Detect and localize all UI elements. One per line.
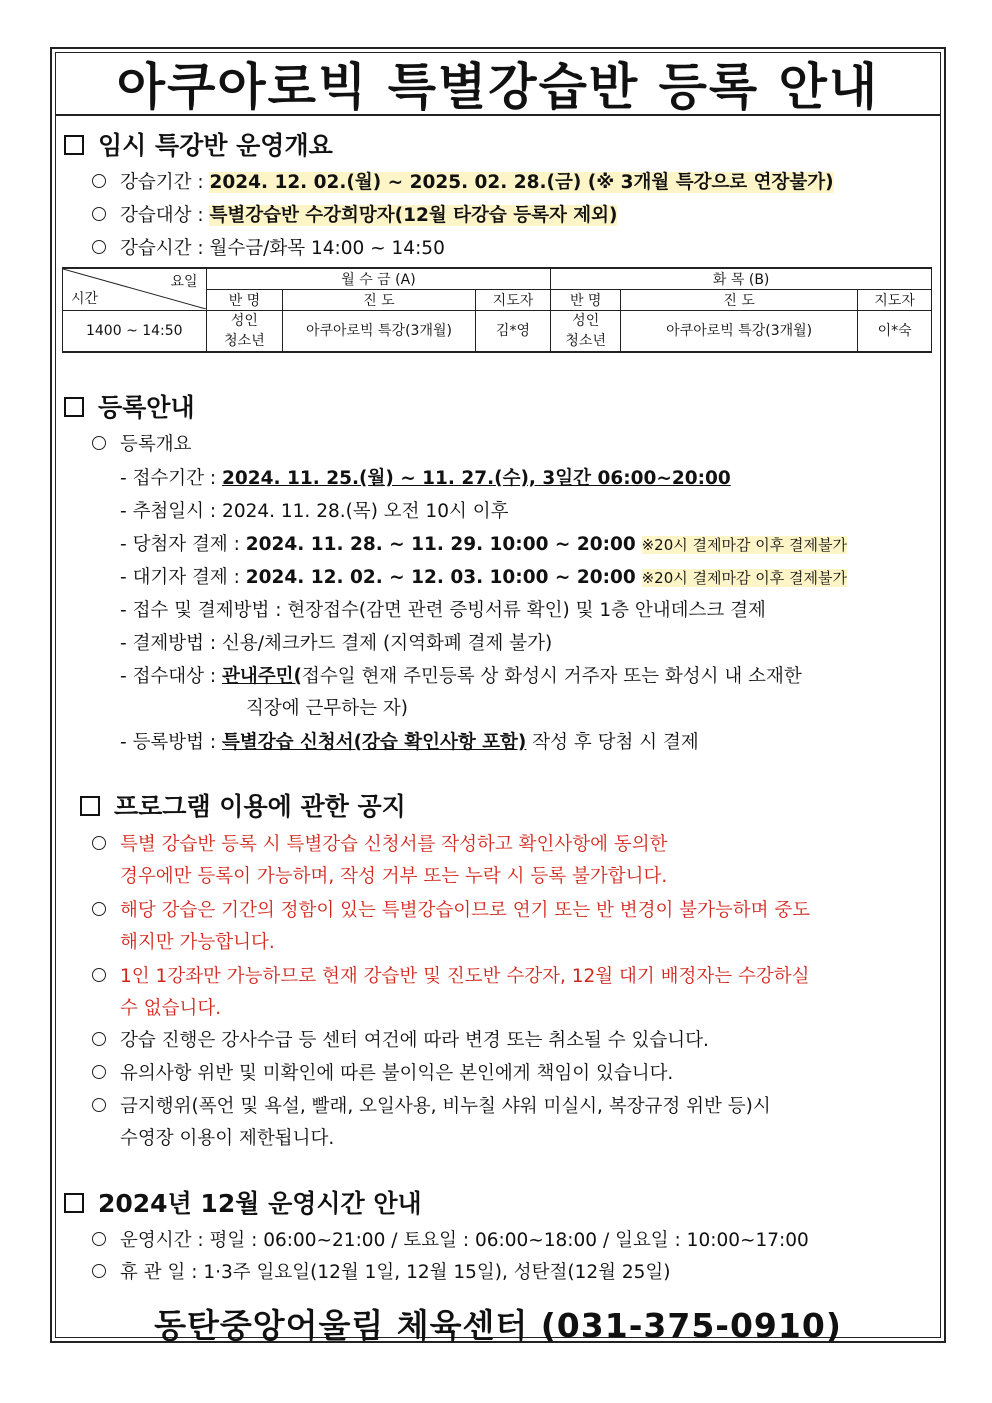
course-time: 강습시간 : 월수금/화목 14:00 ~ 14:50 [92,234,445,260]
a-class: 성인 청소년 [206,311,283,353]
row-time: 1400 ~ 14:50 [63,311,207,353]
notice-1-cont: 경우에만 등록이 가능하며, 작성 거부 또는 누락 시 등록 불가합니다. [120,866,668,887]
section2-heading: 등록안내 [64,388,195,424]
page-title: 아쿠아로빅 특별강습반 등록 안내 [116,58,880,116]
notice-6: 금지행위(폭언 및 욕설, 빨래, 오일사용, 비누칠 샤워 미실시, 복장규정 위반 등)시 [92,1092,771,1118]
reg-item-waitlist-payment: - 대기자 결제 : 2024. 12. 02. ~ 12. 03. 10:00 ~ 20:00 ※20시 결제마감 이후 결제불가 [120,567,847,588]
col-progress-a: 진 도 [283,290,475,311]
col-teacher-a: 지도자 [475,290,551,311]
circle-bullet-icon [92,836,106,850]
checkbox-square-icon [80,796,100,816]
notice-2: 해당 강습은 기간의 정함이 있는 특별강습이므로 연기 또는 반 변경이 불가능하며 중도 [92,896,810,922]
closed-days: 휴 관 일 : 1·3주 일요일(12월 1일, 12월 15일), 성탄절(12월 25일) [92,1258,671,1284]
checkbox-square-icon [64,135,84,155]
b-teacher: 이*숙 [858,311,932,353]
corner-day-label: 요일 [170,274,198,290]
corner-time-label: 시간 [71,291,99,307]
col-class-b: 반 명 [551,290,621,311]
schedule-table [62,267,932,353]
section3-heading: 프로그램 이용에 관한 공지 [80,787,406,823]
reg-item-payment-method: - 결제방법 : 신용/체크카드 결제 (지역화폐 결제 불가) [120,633,553,654]
b-progress: 아쿠아로빅 특강(3개월) [621,311,858,353]
notice-5: 유의사항 위반 및 미확인에 따른 불이익은 본인에게 책임이 있습니다. [92,1059,673,1085]
course-target: 강습대상 : 특별강습반 수강희망자(12월 타강습 등록자 제외) [92,201,617,227]
notice-3: 1인 1강좌만 가능하므로 현재 강습반 및 진도반 수강자, 12월 대기 배정자는 수강하실 [92,962,810,988]
a-teacher: 김*영 [475,311,551,353]
col-progress-b: 진 도 [621,290,858,311]
circle-bullet-icon [92,1032,106,1046]
operating-hours: 운영시간 : 평일 : 06:00~21:00 / 토요일 : 06:00~18:00 / 일요일 : 10:00~17:00 [92,1226,809,1252]
col-class-a: 반 명 [206,290,283,311]
reg-item-eligibility-cont: 직장에 근무하는 자) [246,698,408,719]
group-a-header: 월 수 금 (A) [206,268,551,290]
circle-bullet-icon [92,436,106,450]
table-corner-cell [63,268,207,311]
course-period: 강습기간 : 2024. 12. 02.(월) ~ 2025. 02. 28.(금) (※ 3개월 특강으로 연장불가) [92,168,834,194]
reg-item-eligibility: - 접수대상 : 관내주민(접수일 현재 주민등록 상 화성시 거주자 또는 화성시 내 소재한 [120,666,802,687]
circle-bullet-icon [92,968,106,982]
notice-4: 강습 진행은 강사수급 등 센터 여건에 따라 변경 또는 취소될 수 있습니다. [92,1026,709,1052]
reg-item-draw-date: - 추첨일시 : 2024. 11. 28.(목) 오전 10시 이후 [120,501,509,522]
section4-heading: 2024년 12월 운영시간 안내 [64,1184,422,1220]
reg-item-winner-payment: - 당첨자 결제 : 2024. 11. 28. ~ 11. 29. 10:00 ~ 20:00 ※20시 결제마감 이후 결제불가 [120,534,847,555]
reg-item-registration-method: - 등록방법 : 특별강습 신청서(강습 확인사항 포함) 작성 후 당첨 시 결제 [120,732,699,753]
notice-6-cont: 수영장 이용이 제한됩니다. [120,1128,335,1149]
circle-bullet-icon [92,1065,106,1079]
col-teacher-b: 지도자 [858,290,932,311]
circle-bullet-icon [92,1098,106,1112]
circle-bullet-icon [92,1232,106,1246]
section1-heading: 임시 특강반 운영개요 [64,126,333,162]
circle-bullet-icon [92,174,106,188]
reg-item-method: - 접수 및 결제방법 : 현장접수(감면 관련 증빙서류 확인) 및 1층 안내데스크 결제 [120,600,766,621]
circle-bullet-icon [92,207,106,221]
group-b-header: 화 목 (B) [551,268,932,290]
registration-overview: 등록개요 [92,430,191,456]
circle-bullet-icon [92,240,106,254]
b-class: 성인 청소년 [551,311,621,353]
notice-2-cont: 해지만 가능합니다. [120,932,275,953]
circle-bullet-icon [92,1264,106,1278]
circle-bullet-icon [92,902,106,916]
notice-3-cont: 수 없습니다. [120,998,222,1019]
title-box [55,52,941,116]
a-progress: 아쿠아로빅 특강(3개월) [283,311,475,353]
checkbox-square-icon [64,1193,84,1213]
reg-item-receipt-period: - 접수기간 : 2024. 11. 25.(월) ~ 11. 27.(수), 3일간 06:00~20:00 [120,468,731,489]
footer-contact: 동탄중앙어울림 체육센터 (031-375-0910) [154,1306,842,1345]
notice-1: 특별 강습반 등록 시 특별강습 신청서를 작성하고 확인사항에 동의한 [92,830,667,856]
checkbox-square-icon [64,397,84,417]
